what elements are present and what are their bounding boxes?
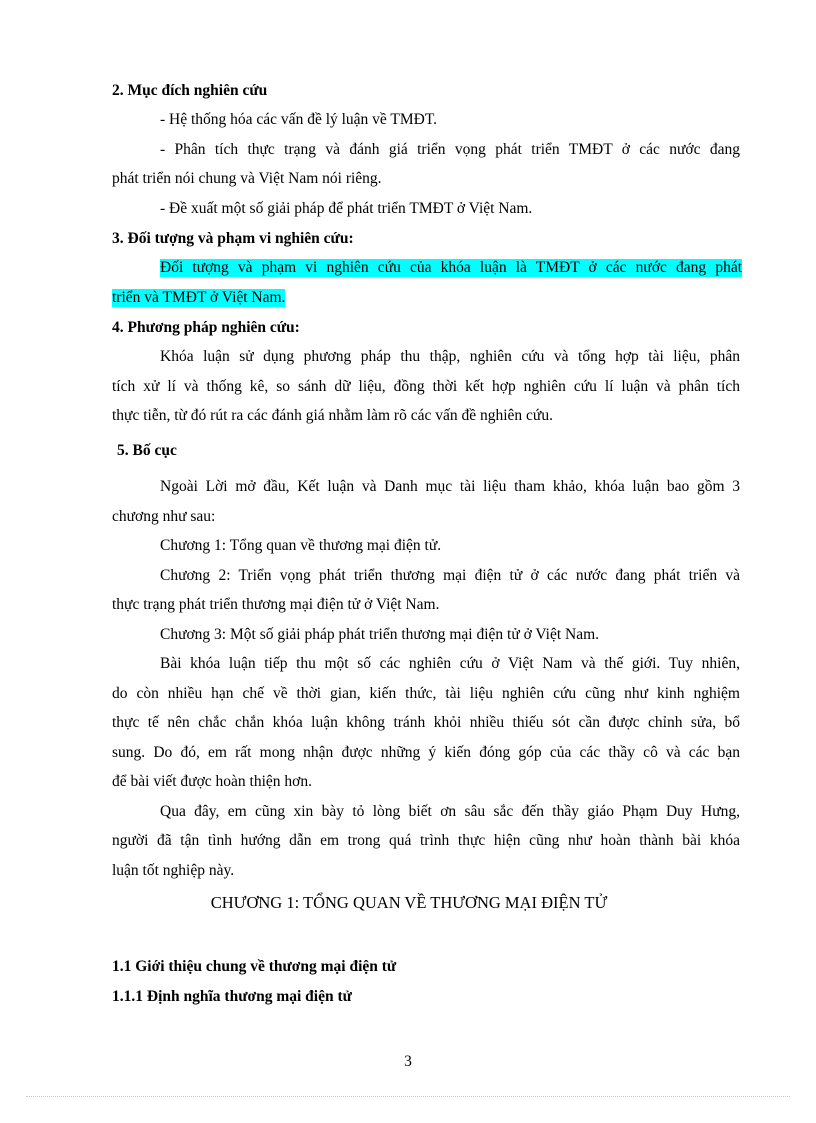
method-line-3: thực tiễn, từ đó rút ra các đánh giá nhằm làm rõ các vấn đề nghiên cứu. [112,407,553,424]
layout-line-6: Chương 3: Một số giải pháp phát triển thương mại điện tử ở Việt Nam. [160,626,600,643]
chapter-title: CHƯƠNG 1: TỔNG QUAN VỀ THƯƠNG MẠI ĐIỆN TỬ [210,893,608,912]
page-number: 3 [404,1053,412,1070]
layout-line-14: luận tốt nghiệp này. [112,862,235,879]
layout-line-11: để bài viết được hoàn thiện hơn. [112,773,312,790]
layout-line-13: người đã tận tình hướng dẫn em trong quá trình thực hiện cũng như hoàn thành bài khóa [112,832,740,849]
method-line-2: tích xử lí và thống kê, so sánh dữ liệu, đồng thời kết hợp nghiên cứu lí luận và phân tích [112,378,740,395]
method-line-1: Khóa luận sử dụng phương pháp thu thập, nghiên cứu và tổng hợp tài liệu, phân [160,348,740,365]
heading-purpose: 2. Mục đích nghiên cứu [112,82,268,99]
layout-line-9: thực tế nên chắc chắn khóa luận không tránh khỏi nhiều thiếu sót cần được chỉnh sửa, bổ [112,714,740,731]
layout-line-7: Bài khóa luận tiếp thu một số các nghiên cứu ở Việt Nam và thế giới. Tuy nhiên, [160,655,740,672]
page-bottom-divider [26,1096,790,1097]
subheading-1-1-1: 1.1.1 Định nghĩa thương mại điện tử [112,988,352,1005]
layout-line-2: chương như sau: [112,508,216,525]
heading-method: 4. Phương pháp nghiên cứu: [112,319,300,336]
layout-line-5: thực trạng phát triển thương mại điện tử ở Việt Nam. [112,596,440,613]
layout-line-10: sung. Do đó, em rất mong nhận được những ý kiến đóng góp của các thầy cô và các bạn [112,744,740,761]
scope-line-1: Đối tượng và phạm vi nghiên cứu của khóa luận là TMĐT ở các nước đang phát [160,259,742,276]
layout-line-8: do còn nhiều hạn chế về thời gian, kiến thức, tài liệu nghiên cứu cũng như kinh nghiệm [112,685,740,702]
heading-layout: 5. Bố cục [117,442,177,459]
layout-line-3: Chương 1: Tổng quan về thương mại điện tử. [160,537,442,554]
purpose-line-2: - Phân tích thực trạng và đánh giá triển vọng phát triển TMĐT ở các nước đang [160,141,740,158]
layout-line-1: Ngoài Lời mở đầu, Kết luận và Danh mục tài liệu tham khảo, khóa luận bao gồm 3 [160,478,740,495]
scope-line-2: triển và TMĐT ở Việt Nam. [112,289,286,306]
purpose-line-4: - Đề xuất một số giải pháp để phát triển TMĐT ở Việt Nam. [160,200,533,217]
heading-scope: 3. Đối tượng và phạm vi nghiên cứu: [112,230,354,247]
subheading-1-1: 1.1 Giới thiệu chung về thương mại điện tử [112,958,397,975]
purpose-line-1: - Hệ thống hóa các vấn đề lý luận về TMĐT. [160,111,438,128]
purpose-line-3: phát triển nói chung và Việt Nam nói riêng. [112,170,382,187]
layout-line-12: Qua đây, em cũng xin bày tỏ lòng biết ơn sâu sắc đến thầy giáo Phạm Duy Hưng, [160,803,740,820]
layout-line-4: Chương 2: Triển vọng phát triển thương mại điện tử ở các nước đang phát triển và [160,567,740,584]
